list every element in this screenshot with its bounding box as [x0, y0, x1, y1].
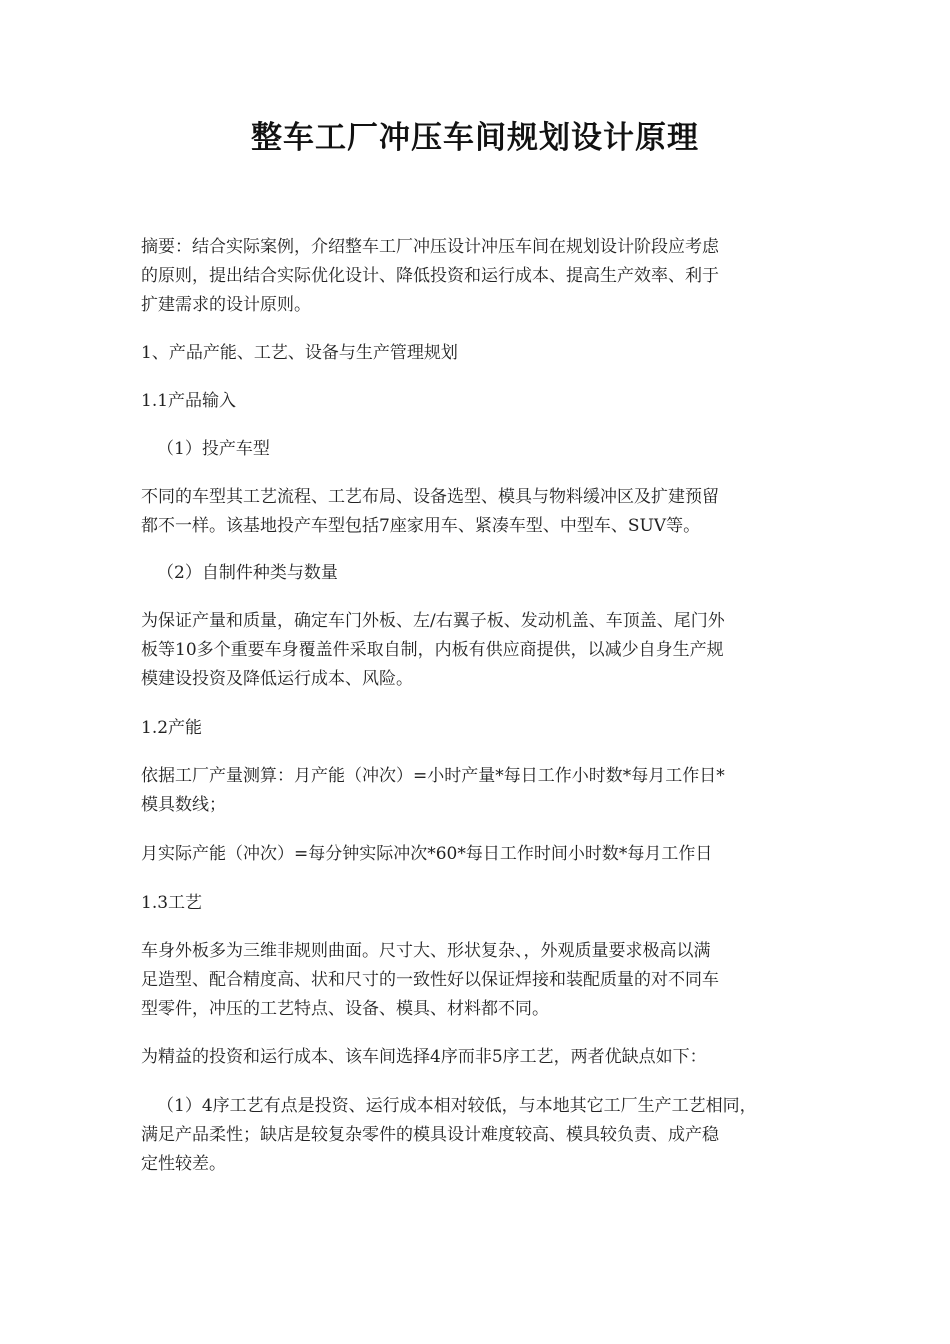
list-item-paragraph: [141, 1092, 831, 1179]
text-line: 为精益的投资和运行成本、该车间选择4序而非5序工艺，两者优缺点如下：: [141, 1047, 707, 1067]
text-line: （1）4序工艺有点是投资、运行成本相对较低，与本地其它工厂生产工艺相同，: [157, 1096, 757, 1116]
text-line: 不同的车型其工艺流程、工艺布局、设备选型、模具与物料缓冲区及扩建预留: [141, 487, 719, 507]
text-line: 足造型、配合精度高、状和尺寸的一致性好以保证焊接和装配质量的对不同车: [141, 970, 719, 990]
list-item-heading: [141, 559, 831, 588]
text-line: 为保证产量和质量，确定车门外板、左/右翼子板、发动机盖、车顶盖、尾门外: [141, 611, 725, 631]
body-paragraph: [141, 937, 831, 1024]
subsection-heading: [141, 714, 831, 743]
text-line: （2）自制件种类与数量: [157, 563, 338, 583]
document-title: 整车工厂冲压车间规划设计原理: [251, 120, 699, 156]
text-line: 月实际产能（冲次）=每分钟实际冲次*60*每日工作时间小时数*每月工作日: [141, 844, 713, 864]
text-line: 模具数线；: [141, 795, 226, 815]
text-line: 车身外板多为三维非规则曲面。尺寸大、形状复杂、，外观质量要求极高以满: [141, 941, 711, 961]
text-line: 依据工厂产量测算：月产能（冲次）=小时产量*每日工作小时数*每月工作日*: [141, 766, 725, 786]
text-line: 的原则，提出结合实际优化设计、降低投资和运行成本、提高生产效率、利于: [141, 266, 719, 286]
body-paragraph: [141, 840, 831, 869]
text-line: 摘要：结合实际案例，介绍整车工厂冲压设计冲压车间在规划设计阶段应考虑: [141, 237, 719, 257]
text-line: 1.2产能: [141, 718, 203, 738]
body-paragraph: [141, 607, 831, 694]
text-line: 型零件，冲压的工艺特点、设备、模具、材料都不同。: [141, 999, 549, 1019]
text-line: 定性较差。: [141, 1154, 226, 1174]
body-paragraph: [141, 483, 831, 541]
text-line: 板等10多个重要车身覆盖件采取自制，内板有供应商提供，以减少自身生产规: [141, 640, 724, 660]
text-line: 满足产品柔性；缺店是较复杂零件的模具设计难度较高、模具较负责、成产稳: [141, 1125, 719, 1145]
subsection-heading: [141, 889, 831, 918]
text-line: 1、产品产能、工艺、设备与生产管理规划: [141, 343, 458, 363]
subsection-heading: [141, 387, 831, 416]
list-item-heading: [141, 435, 831, 464]
body-paragraph: [141, 762, 831, 820]
text-line: 1.1产品输入: [141, 391, 237, 411]
text-line: 模建设投资及降低运行成本、风险。: [141, 669, 413, 689]
section-heading: [141, 339, 831, 368]
text-line: 都不一样。该基地投产车型包括7座家用车、紧凑车型、中型车、SUV等。: [141, 516, 701, 536]
abstract-paragraph: [141, 233, 831, 320]
text-line: 1.3工艺: [141, 893, 203, 913]
text-line: 扩建需求的设计原则。: [141, 295, 311, 315]
text-line: （1）投产车型: [157, 439, 270, 459]
body-paragraph: [141, 1043, 831, 1072]
